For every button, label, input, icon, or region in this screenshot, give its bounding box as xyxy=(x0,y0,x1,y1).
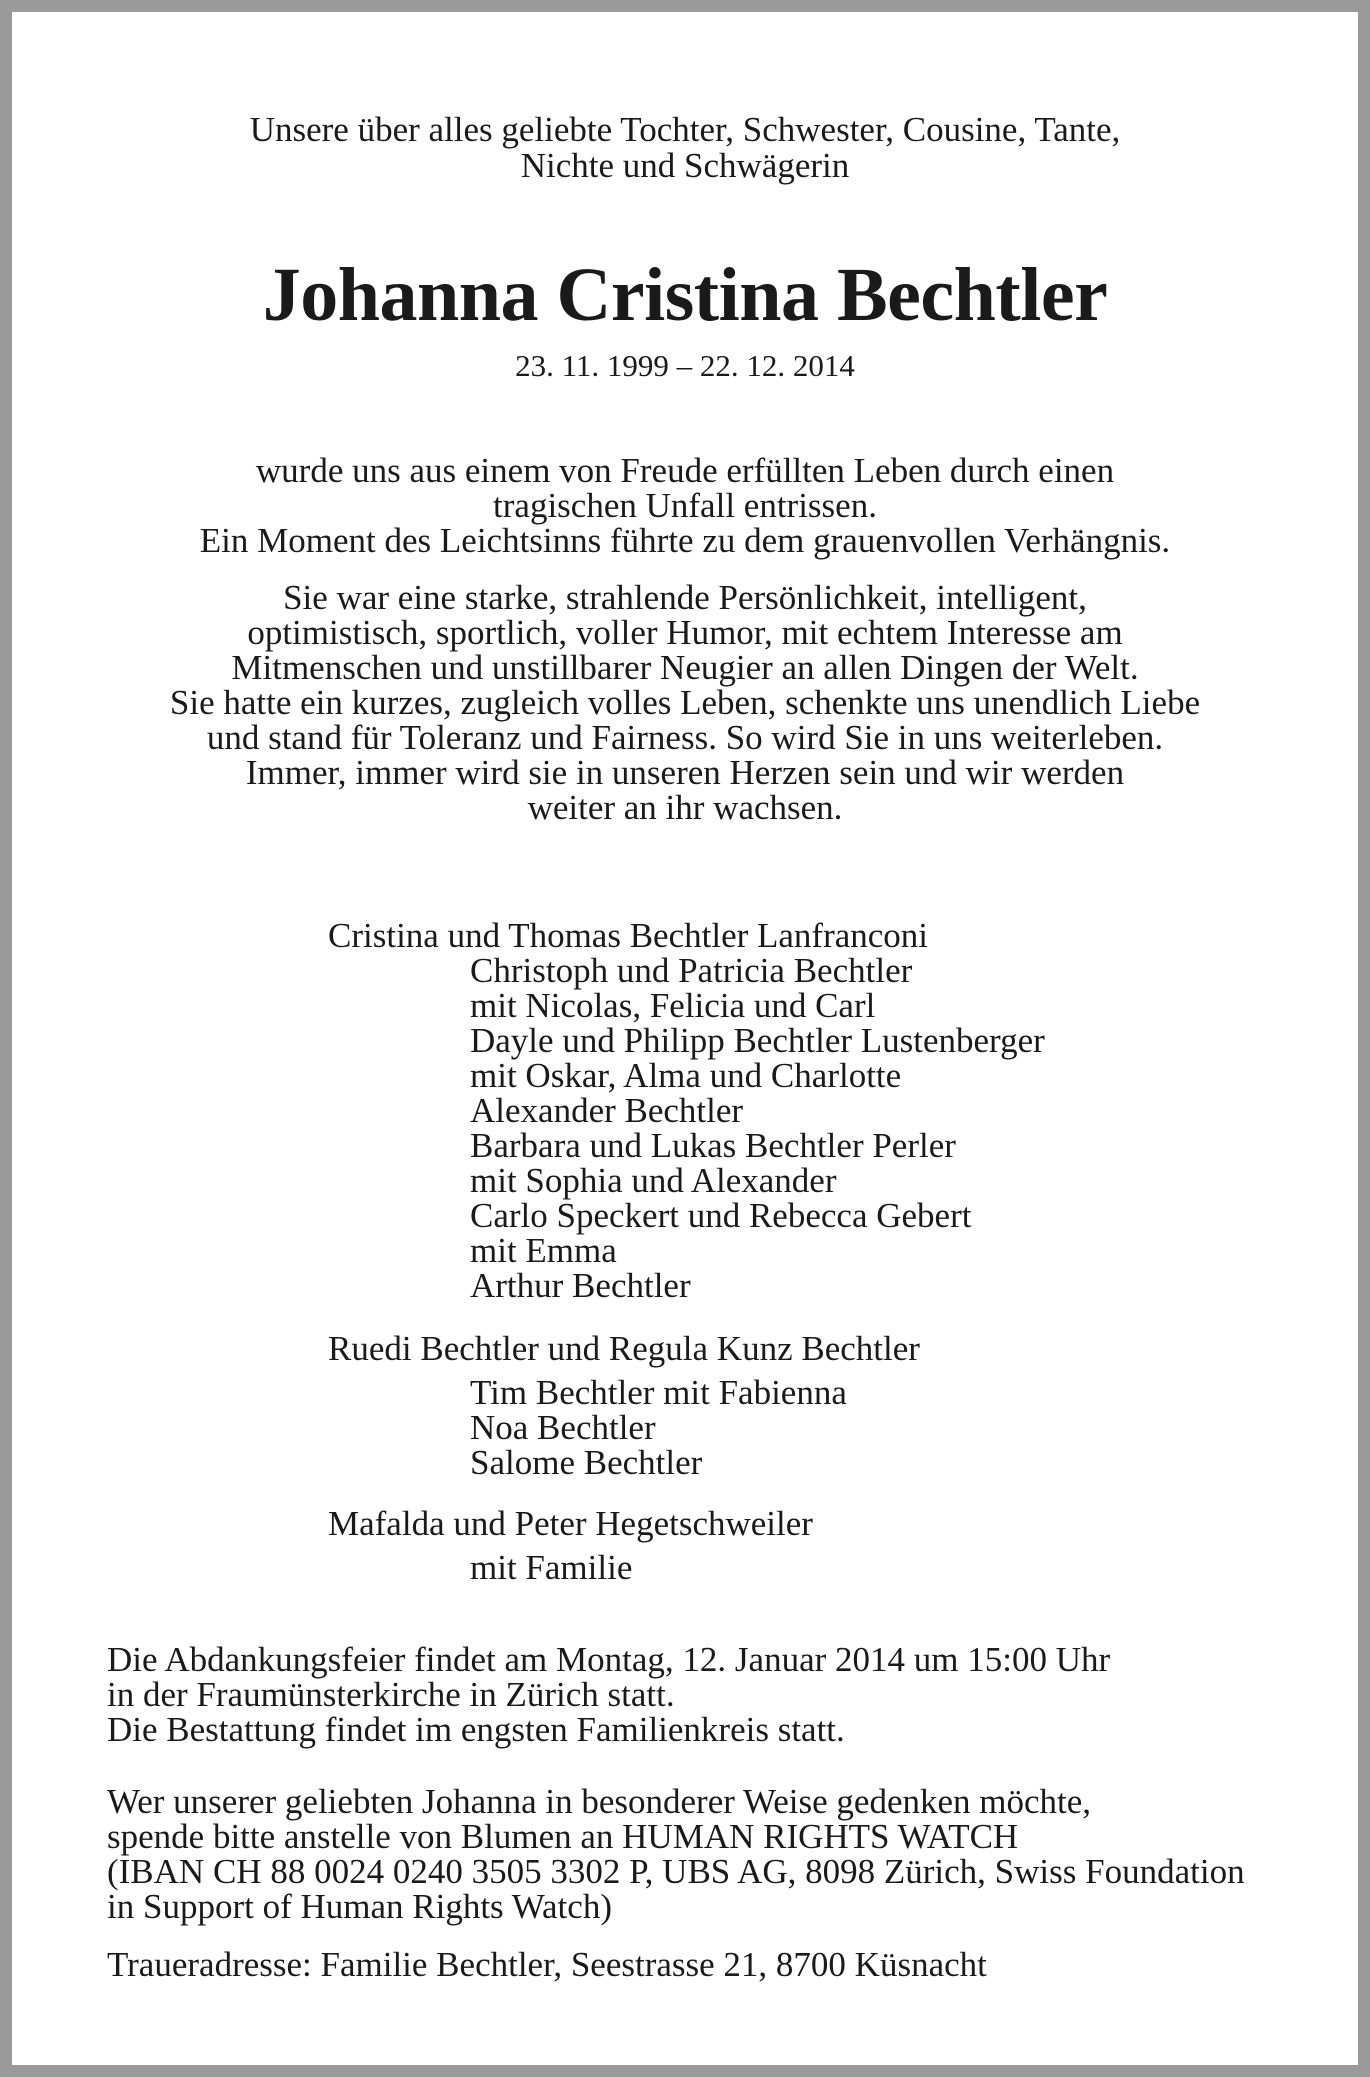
family-member: Salome Bechtler xyxy=(470,1443,703,1482)
family-member: Carlo Speckert und Rebecca Gebert xyxy=(470,1196,972,1235)
deceased-name: Johanna Cristina Bechtler xyxy=(262,253,1108,337)
paragraph-line: optimistisch, sportlich, voller Humor, mit echtem Interesse am xyxy=(247,613,1123,652)
paragraph-line: wurde uns aus einem von Freude erfüllten Leben durch einen xyxy=(255,451,1115,490)
donation-info xyxy=(107,1784,1245,1924)
donation-line: spende bitte anstelle von Blumen an HUMAN RIGHTS WATCH xyxy=(107,1817,1019,1856)
ceremony-line: Die Abdankungsfeier findet am Montag, 12. Januar 2014 um 15:00 Uhr xyxy=(107,1640,1111,1679)
paragraph-tribute xyxy=(12,580,1358,825)
family-group-head: Cristina und Thomas Bechtler Lanfranconi xyxy=(328,916,929,955)
paragraph-line: Ein Moment des Leichtsinns führte zu dem grauenvollen Verhängnis. xyxy=(199,521,1171,560)
family-member: Arthur Bechtler xyxy=(470,1266,691,1305)
family-member: Dayle und Philipp Bechtler Lustenberger xyxy=(470,1021,1045,1060)
paragraph-line: und stand für Toleranz und Fairness. So wird Sie in uns weiterleben. xyxy=(206,718,1164,757)
family-member: mit Oskar, Alma und Charlotte xyxy=(470,1056,902,1095)
paragraph-line: Immer, immer wird sie in unseren Herzen sein und wir werden xyxy=(245,753,1125,792)
life-dates: 23. 11. 1999 – 22. 12. 2014 xyxy=(515,348,855,383)
donation-line: (IBAN CH 88 0024 0240 3505 3302 P, UBS AG, 8098 Zürich, Swiss Foundation xyxy=(107,1852,1245,1891)
obituary-page xyxy=(12,12,1358,2065)
mourning-address: Traueradresse: Familie Bechtler, Seestrasse 21, 8700 Küsnacht xyxy=(107,1945,987,1984)
donation-line: Wer unserer geliebten Johanna in besonderer Weise gedenken möchte, xyxy=(107,1782,1092,1821)
family-member: mit Emma xyxy=(470,1231,617,1270)
family-member: Tim Bechtler mit Fabienna xyxy=(470,1373,847,1412)
donation-line: in Support of Human Rights Watch) xyxy=(107,1887,612,1926)
paragraph-line: Sie war eine starke, strahlende Persönlichkeit, intelligent, xyxy=(283,578,1087,617)
intro-line: Unsere über alles geliebte Tochter, Schwester, Cousine, Tante, xyxy=(249,110,1121,149)
paragraph-line: Mitmenschen und unstillbarer Neugier an allen Dingen der Welt. xyxy=(231,648,1139,687)
intro-line: Nichte und Schwägerin xyxy=(520,146,850,185)
ceremony-line: in der Fraumünsterkirche in Zürich statt. xyxy=(107,1675,675,1714)
family-group-head: Ruedi Bechtler und Regula Kunz Bechtler xyxy=(328,1329,920,1368)
family-member: mit Nicolas, Felicia und Carl xyxy=(470,986,876,1025)
family-member: Christoph und Patricia Bechtler xyxy=(470,951,913,990)
family-member: Barbara und Lukas Bechtler Perler xyxy=(470,1126,956,1165)
family-member: Alexander Bechtler xyxy=(470,1091,744,1130)
ceremony-line: Die Bestattung findet im engsten Familienkreis statt. xyxy=(107,1710,845,1749)
family-member: mit Familie xyxy=(470,1548,633,1587)
family-group-head: Mafalda und Peter Hegetschweiler xyxy=(328,1504,813,1543)
paragraph-line: tragischen Unfall entrissen. xyxy=(493,486,877,525)
ceremony-info xyxy=(107,1642,1110,1747)
family-member: Noa Bechtler xyxy=(470,1408,656,1447)
intro-text xyxy=(12,112,1358,184)
paragraph-line: weiter an ihr wachsen. xyxy=(527,788,843,827)
family-member: mit Sophia und Alexander xyxy=(470,1161,837,1200)
paragraph-accident xyxy=(12,453,1358,558)
paragraph-line: Sie hatte ein kurzes, zugleich volles Leben, schenkte uns unendlich Liebe xyxy=(169,683,1201,722)
